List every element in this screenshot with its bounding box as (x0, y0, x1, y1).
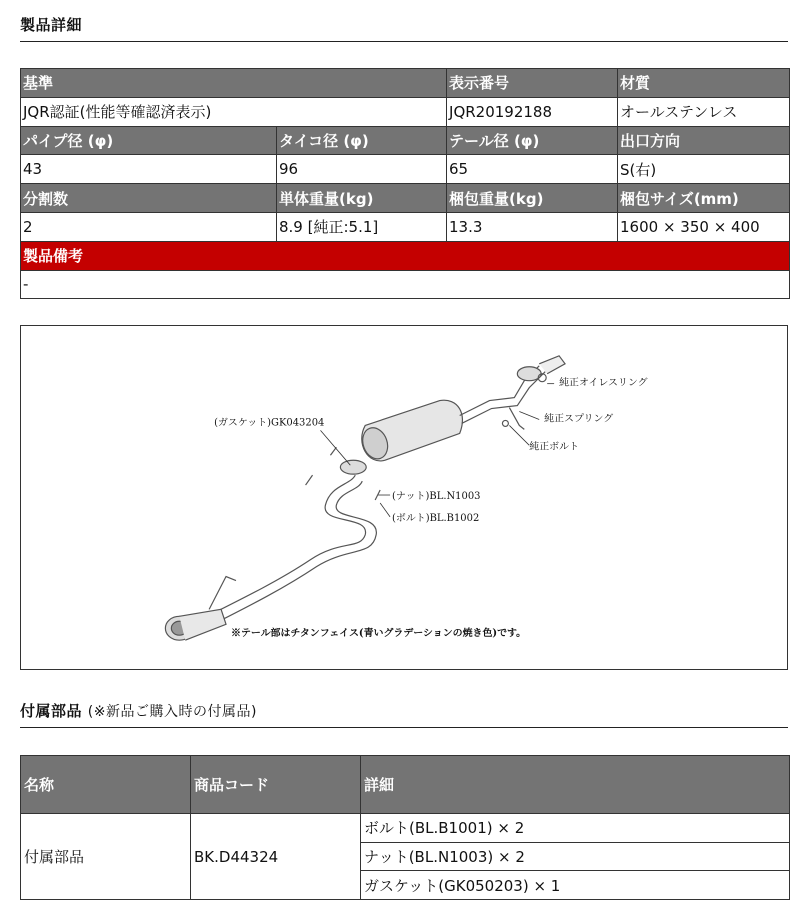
main-pipe-inner (197, 481, 376, 632)
spec-value-exit-direction: S(右) (618, 155, 790, 184)
main-pipe (191, 475, 365, 624)
spec-value-pipe-diameter: 43 (21, 155, 277, 184)
front-flange (517, 367, 541, 381)
spec-value-material: オールステンレス (618, 97, 790, 126)
spec-header-display-number: 表示番号 (447, 69, 618, 98)
leader-gasket (320, 430, 350, 465)
leader-bolt2 (380, 503, 390, 517)
accessories-row-1 (21, 814, 790, 843)
spec-value-row-1 (21, 97, 790, 126)
spec-header-unit-weight: 単体重量(kg) (277, 184, 447, 213)
section-title-product-details (20, 14, 788, 42)
accessories-detail-nut: ナット(BL.N1003) × 2 (361, 842, 790, 871)
spec-value-muffler-diameter: 96 (277, 155, 447, 184)
spec-value-unit-weight: 8.9 [純正:5.1] (277, 212, 447, 241)
spring (509, 408, 524, 430)
leader-spring (519, 412, 539, 420)
accessories-table (20, 755, 790, 900)
accessories-header-code: 商品コード (191, 756, 361, 814)
section-subtitle: (※新品ご購入時の付属品) (87, 704, 257, 720)
spec-value-tail-diameter: 65 (447, 155, 618, 184)
accessories-name: 付属部品 (21, 814, 191, 900)
label-bolt2: (ボルト)BL.B1002 (392, 512, 480, 524)
label-gasket: (ガスケット)GK043204 (214, 417, 325, 429)
label-bolt: 純正ボルト (529, 441, 579, 453)
label-spring: 純正スプリング (544, 413, 614, 425)
spec-header-row-2 (21, 126, 790, 155)
spec-value-package-size: 1600 × 350 × 400 (618, 212, 790, 241)
spec-header-standard: 基準 (21, 69, 447, 98)
accessories-header-row (21, 756, 790, 814)
section-title-accessories (20, 700, 788, 728)
spec-header-row-1 (21, 69, 790, 98)
spec-header-row-3 (21, 184, 790, 213)
spec-note-value-row (21, 270, 790, 299)
exhaust-diagram-drawing (21, 326, 787, 669)
front-inlet (539, 356, 565, 374)
label-nut: (ナット)BL.N1003 (392, 490, 481, 502)
spec-note-header: 製品備考 (21, 241, 790, 270)
bolt-small-1 (306, 475, 313, 485)
accessories-code: BK.D44324 (191, 814, 361, 900)
label-oiles-ring: 純正オイレスリング (559, 377, 648, 389)
spec-header-split-count: 分割数 (21, 184, 277, 213)
spec-header-muffler-diameter: タイコ径 (φ) (277, 126, 447, 155)
section-title-text: 付属部品 (20, 702, 83, 720)
leader-bolt (509, 425, 529, 445)
spec-header-package-size: 梱包サイズ(mm) (618, 184, 790, 213)
accessories-detail-gasket: ガスケット(GK050203) × 1 (361, 871, 790, 900)
tail-body (179, 609, 226, 640)
spec-header-pipe-diameter: パイプ径 (φ) (21, 126, 277, 155)
spec-value-display-number: JQR20192188 (447, 97, 618, 126)
spec-value-split-count: 2 (21, 212, 277, 241)
accessories-header-name: 名称 (21, 756, 191, 814)
spec-value-row-3 (21, 212, 790, 241)
spec-table (20, 68, 790, 299)
spec-note-value: - (21, 270, 790, 299)
spec-header-package-weight: 梱包重量(kg) (447, 184, 618, 213)
accessories-header-detail: 詳細 (361, 756, 790, 814)
spec-value-package-weight: 13.3 (447, 212, 618, 241)
spec-header-material: 材質 (618, 69, 790, 98)
spec-header-tail-diameter: テール径 (φ) (447, 126, 618, 155)
bolt-oe (502, 420, 508, 426)
spec-value-row-2 (21, 155, 790, 184)
section-title-text: 製品詳細 (20, 16, 83, 34)
exhaust-diagram (20, 325, 788, 670)
spec-header-exit-direction: 出口方向 (618, 126, 790, 155)
accessories-detail-bolt: ボルト(BL.B1001) × 2 (361, 814, 790, 843)
joint-flange (340, 460, 366, 474)
spec-value-standard: JQR認証(性能等確認済表示) (21, 97, 447, 126)
label-tail-note: ※テール部はチタンフェイス(青いグラデーションの焼き色)です。 (231, 628, 527, 640)
spec-note-header-row (21, 241, 790, 270)
